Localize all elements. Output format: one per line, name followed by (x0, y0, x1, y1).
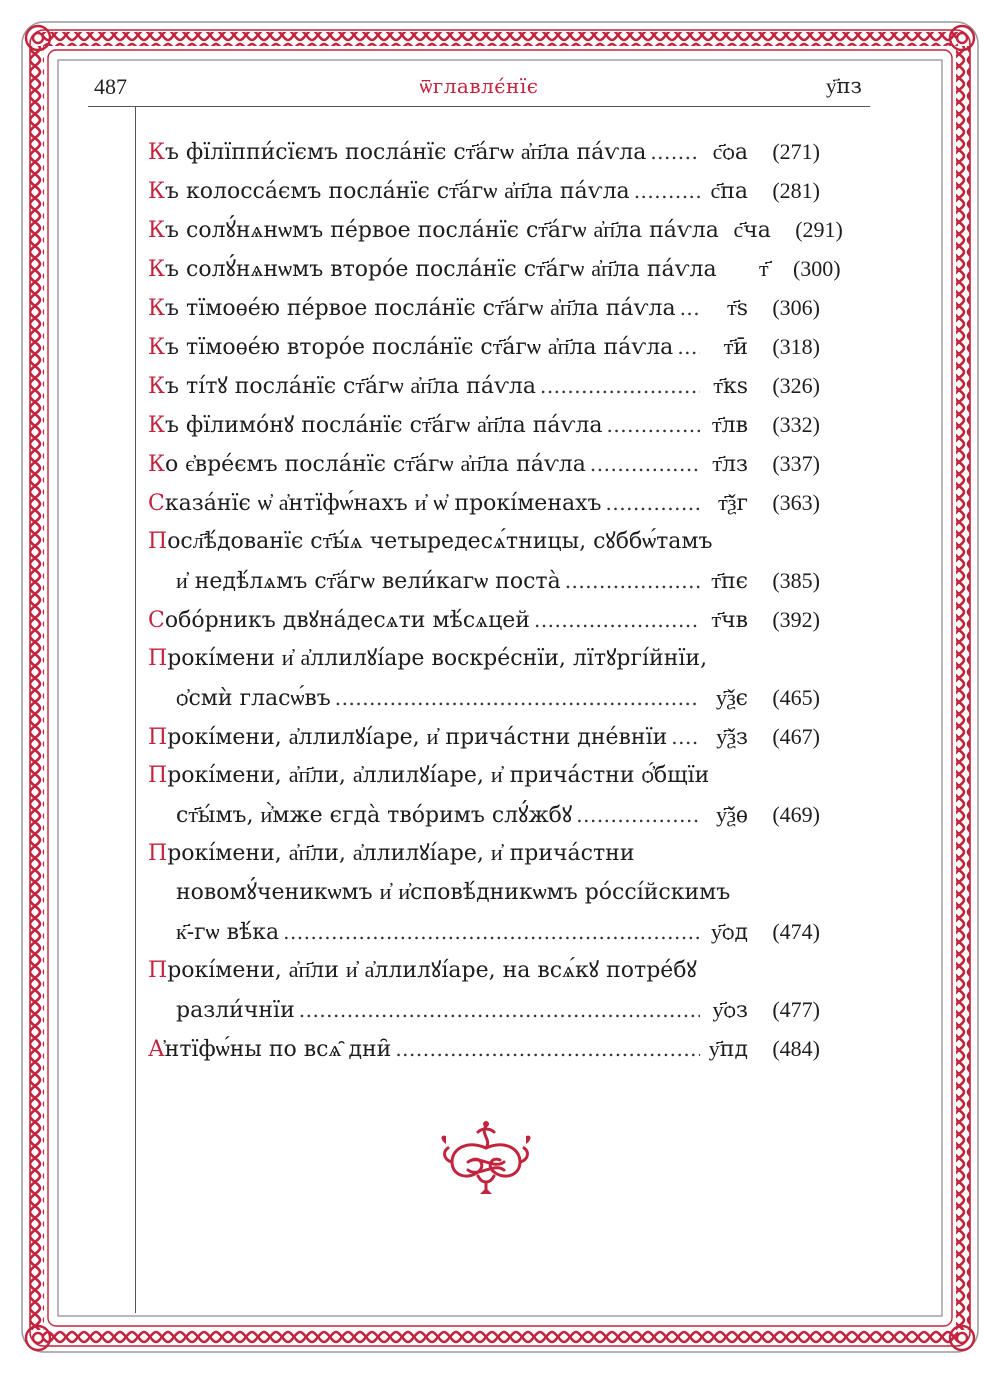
dot-leader (395, 1030, 700, 1069)
toc-entry-church-page: у҃пд (708, 1037, 748, 1062)
toc-entry-line (148, 327, 820, 366)
dot-leader (283, 913, 700, 952)
toc-entry-line (148, 639, 820, 678)
toc-entry[interactable] (148, 288, 820, 327)
toc-entry-title: ъ тїмоѳе́ю пе́рвое посла́нїє ст҃а́гѡ а҆п҃ла па́ѵла (165, 296, 676, 321)
toc-entry-page-number: (484) (772, 1036, 820, 1061)
dot-leader (607, 406, 700, 445)
toc-entry-initial: К (148, 296, 166, 321)
dot-leader (335, 679, 700, 718)
running-header (88, 70, 870, 110)
toc-entry[interactable] (148, 444, 820, 483)
toc-entry-line (148, 522, 820, 561)
toc-entry-church-page: с҃па (710, 179, 748, 204)
toc-entry-page-number: (318) (772, 334, 820, 359)
toc-entry-page-number: (474) (772, 919, 820, 944)
toc-entry-page-number: (465) (772, 685, 820, 710)
toc-entry-title: рокі́мени, а҆ллилꙋі́аре, и҆ прича́стни дне́внїи (167, 725, 668, 750)
toc-entry-title: ъ солꙋ́нѧнѡмъ второ́е посла́нїє ст҃а́гѡ а҆п҃ла па́ѵла (165, 257, 717, 282)
toc-entry-initial: С (148, 608, 165, 633)
toc-entry-page-number: (300) (792, 256, 841, 281)
dot-leader (634, 172, 700, 211)
toc-entry-title: ҆нтїфѡ́ны по всѧ̑ дни̑ (164, 1037, 392, 1062)
dot-leader (606, 484, 700, 523)
toc-entry-church-page: у҃ѻд (711, 920, 748, 945)
toc-entry-church-page: у҃ѯѳ (716, 803, 748, 828)
running-title: ѿглавлє́нїє (419, 74, 539, 98)
toc-entry-line (148, 249, 841, 288)
toc-entry-line (148, 717, 820, 756)
toc-entry-line (148, 561, 820, 600)
dot-leader (540, 367, 700, 406)
toc-entry[interactable] (148, 600, 820, 639)
toc-entry-title: рокі́мени, а҆п҃ли и҆ а҆ллилꙋі́аре, на всѧ́кꙋ потре́бꙋ (167, 958, 697, 983)
toc-entry-page-number: (363) (772, 490, 820, 515)
toc-entry-initial: П (148, 529, 168, 554)
toc-entry-page-number: (469) (772, 802, 820, 827)
toc-entry-page-number: (392) (772, 607, 820, 632)
toc-entry-line (148, 834, 820, 873)
toc-entry-line (148, 1029, 820, 1068)
dot-leader (565, 562, 700, 601)
toc-entry[interactable] (148, 1029, 820, 1068)
toc-entry-title: о є҆вре́ємъ посла́нїє ст҃а́гѡ а҆п҃ла па́ѵла (165, 452, 586, 477)
dot-leader (534, 601, 700, 640)
toc-entry-title: рокі́мени, а҆п҃ли, а҆ллилꙋі́аре, и҆ прича́стни (167, 841, 635, 866)
toc-entry-page-number: (477) (772, 997, 820, 1022)
toc-entry-initial: А (148, 1037, 165, 1062)
toc-entry-title: рокі́мени и҆ а҆ллилꙋі́аре воскре́снїи, лїтꙋргі́йнїи, (167, 646, 708, 671)
toc-entry-line (148, 600, 820, 639)
toc-entry-line (148, 444, 820, 483)
toc-entry-title: рокі́мени, а҆п҃ли, а҆ллилꙋі́аре, и҆ прича́стни ѻ҆́бщїи (167, 763, 710, 788)
toc-entry-church-page: с҃ча (733, 218, 771, 243)
toc-entry[interactable] (148, 756, 820, 834)
toc-entry-line (148, 171, 820, 210)
toc-entry-initial: К (148, 452, 166, 477)
toc-entry-line (148, 288, 820, 327)
toc-entry-page-number: (281) (772, 178, 820, 203)
toc-entry-church-page: у҃ѯє (715, 686, 748, 711)
toc-entry-title: ъ колосса́ємъ посла́нїє ст҃а́гѡ а҆п҃ла па́ѵла (165, 179, 630, 204)
floral-ornament-icon (438, 1118, 534, 1198)
toc-entry-initial: К (148, 257, 166, 282)
dot-leader (299, 991, 700, 1030)
toc-entry-title: ъ фїлимо́нꙋ посла́нїє ст҃а́гѡ а҆п҃ла па́ѵла (165, 413, 603, 438)
toc-entry-title: ъ ті́тꙋ посла́нїє ст҃а́гѡ а҆п҃ла па́ѵла (165, 374, 536, 399)
toc-entry-title: разли́чнїи (176, 998, 295, 1023)
toc-entry-page-number: (306) (772, 295, 820, 320)
toc-entry-line (148, 990, 820, 1029)
toc-entry-initial: К (148, 218, 166, 243)
toc-entry-church-page: т҃лв (712, 413, 748, 438)
toc-entry-church-page: с҃ѻа (712, 140, 748, 165)
toc-entry[interactable] (148, 366, 820, 405)
toc-entry-line (148, 912, 820, 951)
table-of-contents (148, 132, 843, 1068)
toc-entry-church-page: т҃ѕ (727, 296, 748, 321)
toc-entry-church-page: т҃пє (711, 569, 748, 594)
toc-entry-title: каза́нїє ѡ҆ а҆нтїфѡ́нахъ и҆ ѡ҆ прокі́менахъ (164, 491, 602, 516)
toc-entry[interactable] (148, 639, 820, 717)
toc-entry-page-number: (291) (795, 217, 843, 242)
toc-entry[interactable] (148, 522, 820, 600)
toc-entry-initial: К (148, 335, 166, 360)
toc-entry-line (148, 951, 820, 990)
toc-entry-title: ъ тїмоѳе́ю второ́е посла́нїє ст҃а́гѡ а҆п҃ла па́ѵла (165, 335, 674, 360)
toc-entry-line (148, 132, 820, 171)
toc-entry[interactable] (148, 171, 820, 210)
toc-entry-page-number: (467) (772, 724, 820, 749)
toc-entry-church-page: т҃ (759, 257, 769, 282)
toc-entry-church-page: у҃ѯз (716, 725, 748, 750)
toc-entry-church-page: т҃ѯг (718, 491, 748, 516)
toc-entry-line (148, 795, 820, 834)
toc-entry[interactable] (148, 951, 820, 1029)
toc-entry-initial: С (148, 491, 165, 516)
toc-entry-church-page: т҃лз (712, 452, 748, 477)
toc-entry[interactable] (148, 483, 820, 522)
toc-entry-initial: П (148, 958, 168, 983)
dot-leader (677, 328, 700, 367)
toc-entry-initial: П (148, 841, 168, 866)
margin-rule (135, 106, 136, 1313)
toc-entry-initial: К (148, 140, 166, 165)
header-rule (88, 106, 870, 107)
toc-entry-initial: П (148, 646, 168, 671)
toc-entry[interactable] (148, 210, 843, 249)
toc-entry-line (148, 678, 820, 717)
toc-entry-title: обо́рникъ двꙋна́десѧти мѣ́сѧцей (164, 608, 530, 633)
toc-entry-title: ъ солꙋ́нѧнѡмъ пе́рвое посла́нїє ст҃а́гѡ а҆п҃ла па́ѵла (165, 218, 719, 243)
toc-entry-page-number: (385) (772, 568, 820, 593)
toc-entry-page-number: (337) (772, 451, 820, 476)
toc-entry-line (148, 210, 843, 249)
toc-entry[interactable] (148, 132, 820, 171)
dot-leader (680, 289, 700, 328)
toc-entry[interactable] (148, 717, 820, 756)
toc-entry-page-number: (332) (772, 412, 820, 437)
toc-entry-line (148, 405, 820, 444)
dot-leader (671, 718, 700, 757)
toc-entry-initial: П (148, 725, 168, 750)
toc-entry-church-page: т҃чв (711, 608, 748, 633)
toc-entry-page-number: (326) (772, 373, 820, 398)
toc-entry-line (148, 483, 820, 522)
toc-entry[interactable] (148, 249, 841, 288)
toc-entry-line (148, 873, 820, 912)
toc-entry-church-page: т҃ӣ (723, 335, 748, 360)
toc-entry-title: ѻ҆смѝ гласѡ́въ (176, 686, 331, 711)
toc-entry-title: и҆ недѣ́лѧмъ ст҃а́гѡ вели́кагѡ поста̀ (176, 569, 561, 594)
page-number-left: 487 (94, 74, 127, 99)
toc-entry-line (148, 756, 820, 795)
toc-entry-title: к҃-гѡ вѣ́ка (176, 920, 280, 945)
toc-entry-initial: П (148, 763, 168, 788)
toc-entry[interactable] (148, 405, 820, 444)
toc-entry-initial: К (148, 413, 166, 438)
toc-entry-title: новомꙋ́ченикѡмъ и҆ и҆сповѣ́дникѡмъ ро́ссі́йскимъ (176, 880, 731, 905)
dot-leader (650, 133, 700, 172)
toc-entry-initial: К (148, 374, 166, 399)
dot-leader (576, 796, 700, 835)
page-number-right-church-slavonic: у҃пз (826, 74, 862, 98)
toc-entry-line (148, 366, 820, 405)
toc-entry[interactable] (148, 327, 820, 366)
toc-entry-church-page: т҃кѕ (713, 374, 748, 399)
toc-entry-title: ст҃ы́мъ, и҆̀мже єгда̀ тво́римъ слꙋ́жбꙋ (176, 803, 573, 828)
toc-entry-title: ъ фїлїппи́сїємъ посла́нїє ст҃а́гѡ а҆п҃ла па́ѵла (165, 140, 647, 165)
toc-entry[interactable] (148, 834, 820, 951)
toc-entry-title: осл҃ѣ́дованїє ст҃ы́ѧ четыредесѧ́тницы, сꙋббѡ́тамъ (167, 529, 713, 554)
toc-entry-church-page: у҃ѻз (712, 998, 748, 1023)
toc-entry-page-number: (271) (772, 139, 820, 164)
dot-leader (590, 445, 700, 484)
toc-entry-initial: К (148, 179, 166, 204)
